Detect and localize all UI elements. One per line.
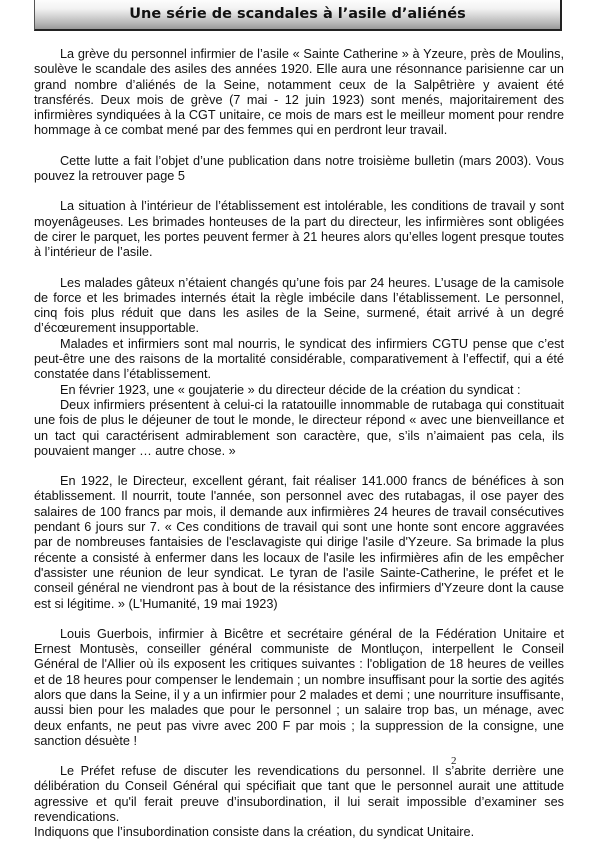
paragraph-gap — [34, 459, 564, 474]
article-body — [34, 47, 564, 841]
paragraph-gap — [34, 139, 564, 154]
paragraph-patients-conditions: Les malades gâteux n’étaient changés qu’une fois par 24 heures. L’usage de la camisole de force et les brimades internés était la règle imbécile dans l’établissement. Le personnel, cinq fois plus réduit que dans les asiles de la Seine, surmené, était arrivé à un degré d’écœurement insupportable. — [34, 275, 564, 336]
paragraph-gap — [34, 612, 564, 627]
paragraph-gap — [34, 749, 564, 764]
article-title-banner — [34, 0, 562, 31]
page-number: 2 — [451, 755, 457, 767]
paragraph-union-creation: En février 1923, une « goujaterie » du directeur décide de la création du syndicat : — [60, 382, 521, 397]
paragraph-gap — [34, 184, 564, 199]
paragraph-prefect-refusal: Le Préfet refuse de discuter les revendications du personnel. Il s’abrite derrière une délibération du Conseil Général qui spécifiait que tant que le personnel aurait une attitude agressive et qu'il ferait preuve d’insubordination, il lui serait impossible d’examiner ses revendications. — [34, 764, 564, 825]
paragraph-strike-intro: La grève du personnel infirmier de l’asile « Sainte Catherine » à Yzeure, près de Moulins, soulève le scandale des asiles des années 1920. Elle aura une résonnance parisienne car un grand nombre d’aliénés de la Seine, notamment ceux de la Salpêtrière y avaient été transférés. Deux mois de grève (7 mai - 12 juin 1923) sont menés, majoritairement des infirmières syndiquées à la CGT unitaire, ce mois de mars est le meilleur moment pour rendre hommage à ce combat mené par des femmes qui en perdront leur travail. — [34, 47, 564, 138]
paragraph-gap — [34, 261, 564, 276]
paragraph-rutabaga-anecdote: Deux infirmiers présentent à celui-ci la ratatouille innommable de rutabaga qui constituait une fois de plus le déjeuner de tout le monde, le directeur répond « avec une bienveillance et un tact qui caractérisent admirablement son caractère, que, s’ils n’aimaient pas cela, ils pouvaient manger … autre chose. » — [34, 397, 564, 458]
paragraph-director-profits: En 1922, le Directeur, excellent gérant, fait réaliser 141.000 francs de bénéfices à son établissement. Il nourrit, toute l'année, son personnel avec des rutabagas, il ose payer des salaires de 100 francs par mois, il demande aux infirmières 24 heures de travail consécutives pendant 6 jours sur 7. « Ces conditions de travail qui sont une honte sont encore aggravées par de nombreuses fantaisies de l'esclavagiste qui dirige l'asile d'Yzeure. Sa brimade la plus récente a consisté à enfermer dans les locaux de l'asile les infirmières afin de les empêcher d'assister une réunion de leur syndicat. Le tyran de l'asile Sainte-Catherine, le préfet et le conseil général ne viendront pas à bout de la résistance des infirmiers d'Yzeure dont la cause est si légitime. » (L'Humanité, 19 mai 1923) — [34, 474, 564, 611]
article-title: Une série de scandales à l’asile d’aliénés — [129, 6, 466, 22]
paragraph-insubordination: Indiquons que l’insubordination consiste dans la création, du syndicat Unitaire. — [34, 825, 475, 840]
paragraph-malnutrition: Malades et infirmiers sont mal nourris, le syndicat des infirmiers CGTU pense que c’est peut-être une des raisons de la mortalité considérable, comparativement à l’effectif, qui a été constatée dans l’établissement. — [34, 336, 564, 382]
paragraph-publication-reference: Cette lutte a fait l’objet d’une publication dans notre troisième bulletin (mars 2003). Vous pouvez la retrouver page 5 — [34, 153, 564, 184]
paragraph-guerbois-montuses: Louis Guerbois, infirmier à Bicêtre et secrétaire général de la Fédération Unitaire et Ernest Montusès, conseiller général communiste de Montluçon, interpellent le Conseil Général de l'Allier où ils exposent les critiques suivantes : l'obligation de 18 heures de veilles et de 18 heures pour compenser le lendemain ; un nombre insuffisant pour la sortie des agités alors que dans la Seine, il y a un infirmier pour 2 malades et demi ; une nourriture insuffisante, aussi bien pour les malades que pour le personnel ; un salaire trop bas, un ménage, avec deux enfants, ne peut pas vivre avec 200 F par mois ; la suppression de la consigne, une sanction désuète ! — [34, 626, 564, 748]
paragraph-situation: La situation à l’intérieur de l’établissement est intolérable, les conditions de travail y sont moyenâgeuses. Les brimades honteuses de la part du directeur, les infirmières sont obligées de cirer le parquet, les portes peuvent fermer à 21 heures alors qu’elles logent presque toutes à l’intérieur de l’asile. — [34, 199, 564, 260]
